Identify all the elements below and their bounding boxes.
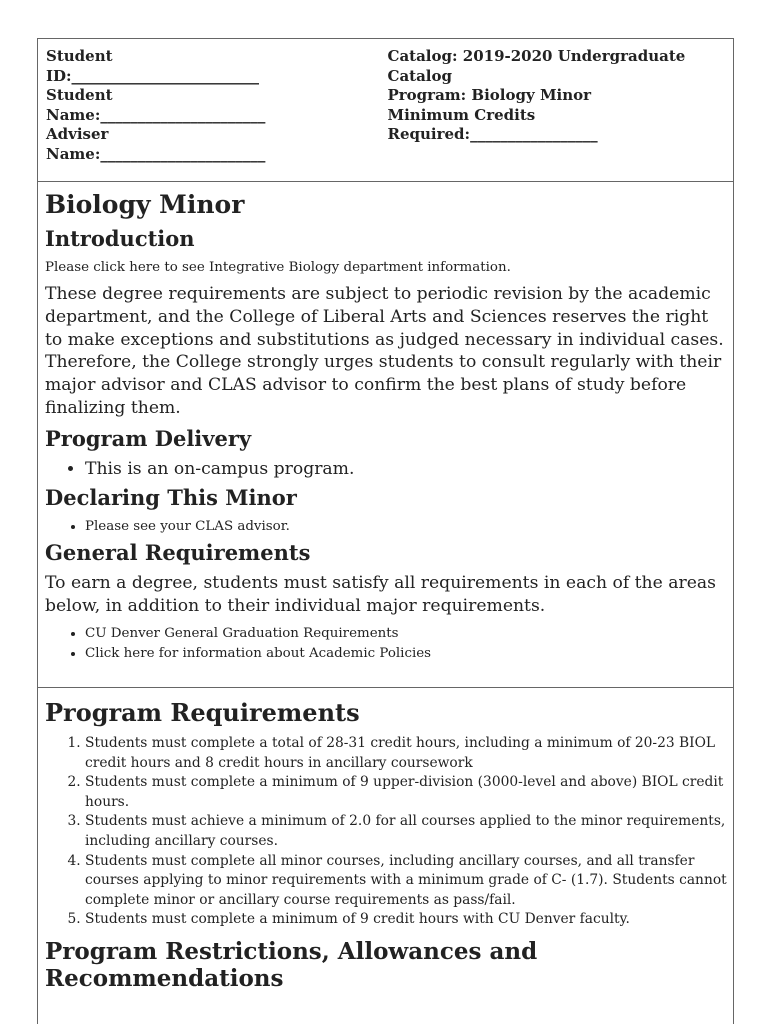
requirement-item: 5. Students must complete a minimum of 9 credit hours with CU Denver faculty. xyxy=(85,910,727,930)
graduation-requirements-link[interactable]: • CU Denver General Graduation Requirements xyxy=(85,624,727,644)
student-info-header xyxy=(38,39,733,182)
list-item: • Please see your CLAS advisor. xyxy=(85,517,727,537)
credits-required-field[interactable]: Required:_________________ xyxy=(387,125,598,144)
program-delivery-heading: Program Delivery xyxy=(45,425,252,451)
declaring-list xyxy=(45,517,727,537)
requirements-list xyxy=(45,734,727,930)
catalog-fields xyxy=(388,47,728,181)
page-title: Biology Minor xyxy=(45,190,245,219)
adviser-label: Adviser xyxy=(46,125,109,144)
delivery-list xyxy=(45,458,727,481)
academic-policies-link[interactable]: • Click here for information about Academic Policies xyxy=(85,644,727,664)
student-id-field[interactable]: ID:_________________________ xyxy=(46,66,260,85)
catalog-label-cont: Catalog xyxy=(387,66,452,85)
min-credits-label: Minimum Credits xyxy=(387,105,536,124)
general-requirements-heading: General Requirements xyxy=(45,540,311,566)
program-requirements-heading: Program Requirements xyxy=(45,698,360,727)
catalog-label: Catalog: 2019-2020 Undergraduate xyxy=(387,47,686,65)
student-label: Student xyxy=(46,47,113,65)
overview-section xyxy=(38,182,733,688)
restrictions-heading: Program Restrictions, Allowances and Recommendations xyxy=(45,937,538,992)
student-label-2: Student xyxy=(46,86,113,105)
program-label: Program: Biology Minor xyxy=(387,86,592,105)
department-info-link[interactable]: Please click here to see Integrative Biology department information. xyxy=(45,260,511,275)
requirement-item: 1. Students must complete a total of 28-31 credit hours, including a minimum of 20-23 BIOL credit hours and 8 credit hours in ancillary coursework xyxy=(85,734,727,773)
requirement-item: 4. Students must complete all minor courses, including ancillary courses, and all transfer courses applying to minor requirements with a minimum grade of C- (1.7). Students cannot complete minor or ancillary course requirements as pass/fail. xyxy=(85,852,727,911)
catalog-page xyxy=(37,38,734,1024)
student-name-field[interactable]: Name:______________________ xyxy=(46,105,266,124)
introduction-heading: Introduction xyxy=(45,226,195,251)
requirement-item: 2. Students must complete a minimum of 9 upper-division (3000-level and above) BIOL credit hours. xyxy=(85,773,727,812)
general-list xyxy=(45,624,727,663)
declaring-minor-heading: Declaring This Minor xyxy=(45,484,297,510)
requirement-item: 3. Students must achieve a minimum of 2.0 for all courses applied to the minor requirements, including ancillary courses. xyxy=(85,812,727,851)
requirements-section xyxy=(38,688,733,1034)
adviser-name-field[interactable]: Name:______________________ xyxy=(46,144,266,163)
list-item: • This is an on-campus program. xyxy=(85,458,727,481)
student-fields xyxy=(46,47,388,181)
general-paragraph: To earn a degree, students must satisfy all requirements in each of the areas below, in addition to their individual major requirements. xyxy=(45,573,716,617)
intro-paragraph: These degree requirements are subject to periodic revision by the academic department, and the College of Liberal Arts and Sciences reserves the right to make exceptions and substitutions as judged necessary in individual cases. Therefore, the College strongly urges students to consult regularly with their major advisor and CLAS advisor to confirm the best plans of study before finalizing them. xyxy=(45,284,724,418)
